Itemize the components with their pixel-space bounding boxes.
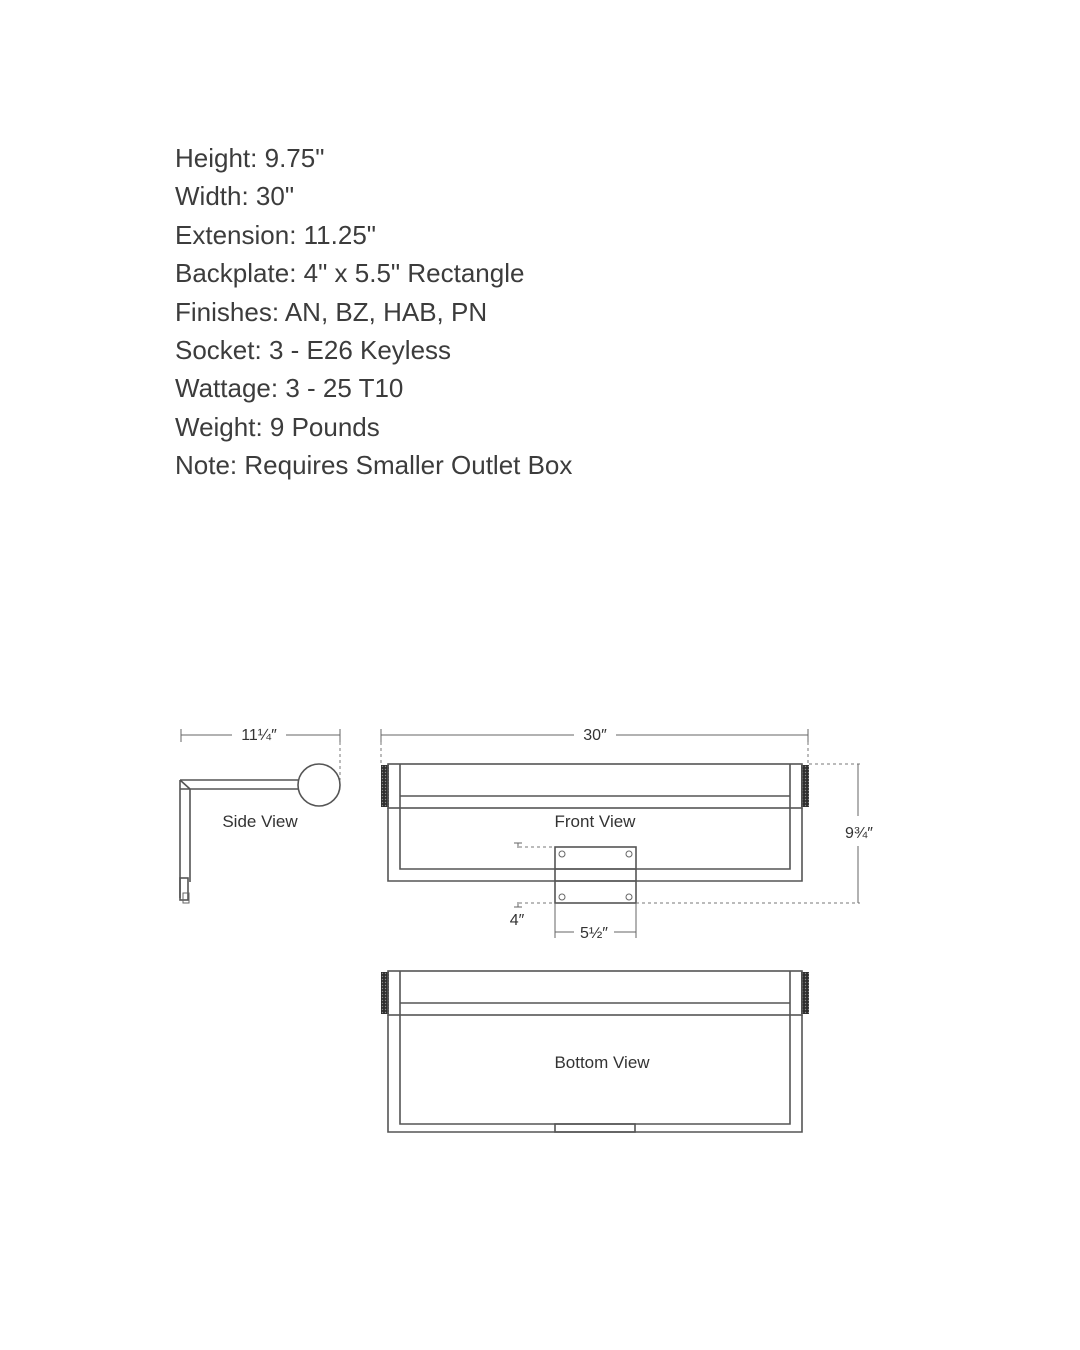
spec-note: Note: Requires Smaller Outlet Box [175,450,573,481]
side-view-label: Side View [222,812,298,831]
extension-dimension-label: 11¼″ [241,727,277,744]
front-backplate [555,847,636,903]
spec-height: Height: 9.75" [175,143,325,173]
width-dimension [381,727,808,764]
spec-extension: Extension: 11.25" [175,219,377,250]
front-view-label: Front View [554,812,636,831]
spec-backplate: Backplate: 4" x 5.5" Rectangle [175,258,525,289]
side-cylinder [298,764,340,806]
backplate-height-label: 4″ [509,912,525,929]
spec-weight: Weight: 9 Pounds [175,411,380,442]
extension-dimension [181,727,340,780]
side-backplate [180,878,188,900]
spec-width: Width: 30" [175,181,295,212]
bottom-backplate [555,1124,635,1132]
bottom-frame [388,1015,802,1132]
spec-socket: Socket: 3 - E26 Keyless [175,335,452,366]
bottom-view-label: Bottom View [554,1053,650,1072]
side-arm [180,780,298,898]
backplate-width-label: 5½″ [580,925,608,942]
front-shade [388,764,802,808]
side-view [180,727,340,903]
height-dimension [636,764,873,903]
spec-wattage: Wattage: 3 - 25 T10 [175,373,404,404]
backplate-height-dimension [510,843,555,929]
width-dimension-label: 30″ [583,727,607,744]
front-view [381,727,873,942]
bottom-shade [388,971,802,1015]
bottom-view [381,971,809,1132]
spec-finishes: Finishes: AN, BZ, HAB, PN [175,296,488,327]
height-dimension-label: 9¾″ [845,825,873,842]
backplate-width-dimension [555,903,636,942]
